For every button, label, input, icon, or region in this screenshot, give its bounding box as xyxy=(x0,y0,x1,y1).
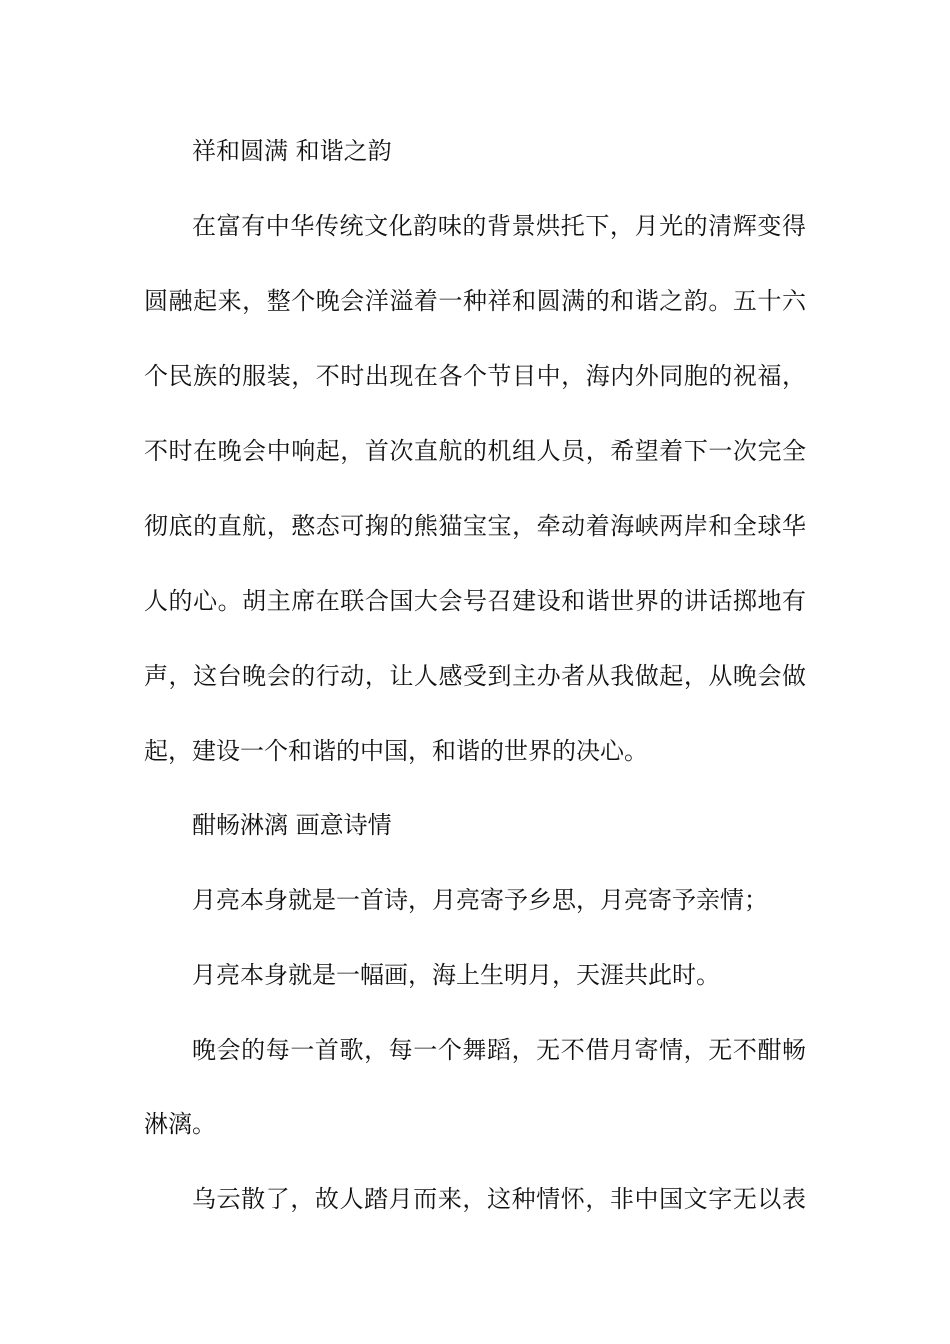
paragraph-line: 圆融起来，整个晚会洋溢着一种祥和圆满的和谐之韵。五十六 xyxy=(144,287,806,315)
paragraph-line: 乌云散了，故人踏月而来，这种情怀，非中国文字无以表 xyxy=(192,1185,806,1213)
paragraph-line: 淋漓。 xyxy=(144,1110,216,1138)
paragraph-line: 月亮本身就是一首诗，月亮寄予乡思，月亮寄予亲情； xyxy=(192,886,768,914)
paragraph-line: 彻底的直航，憨态可掬的熊猫宝宝，牵动着海峡两岸和全球华 xyxy=(144,512,806,540)
paragraph-line: 月亮本身就是一幅画，海上生明月，天涯共此时。 xyxy=(192,961,720,989)
section-heading-poetry: 酣畅淋漓 画意诗情 xyxy=(192,811,392,839)
paragraph-line: 不时在晚会中响起，首次直航的机组人员，希望着下一次完全 xyxy=(144,437,806,465)
section-heading-harmony: 祥和圆满 和谐之韵 xyxy=(192,137,392,165)
paragraph-line: 晚会的每一首歌，每一个舞蹈，无不借月寄情，无不酣畅 xyxy=(192,1036,806,1064)
paragraph-line: 起，建设一个和谐的中国，和谐的世界的决心。 xyxy=(144,737,648,765)
paragraph-line: 在富有中华传统文化韵味的背景烘托下，月光的清辉变得 xyxy=(192,212,806,240)
paragraph-line: 人的心。胡主席在联合国大会号召建设和谐世界的讲话掷地有 xyxy=(144,587,806,615)
paragraph-line: 声，这台晚会的行动，让人感受到主办者从我做起，从晚会做 xyxy=(144,662,806,690)
paragraph-line: 个民族的服装，不时出现在各个节目中，海内外同胞的祝福， xyxy=(144,362,806,390)
